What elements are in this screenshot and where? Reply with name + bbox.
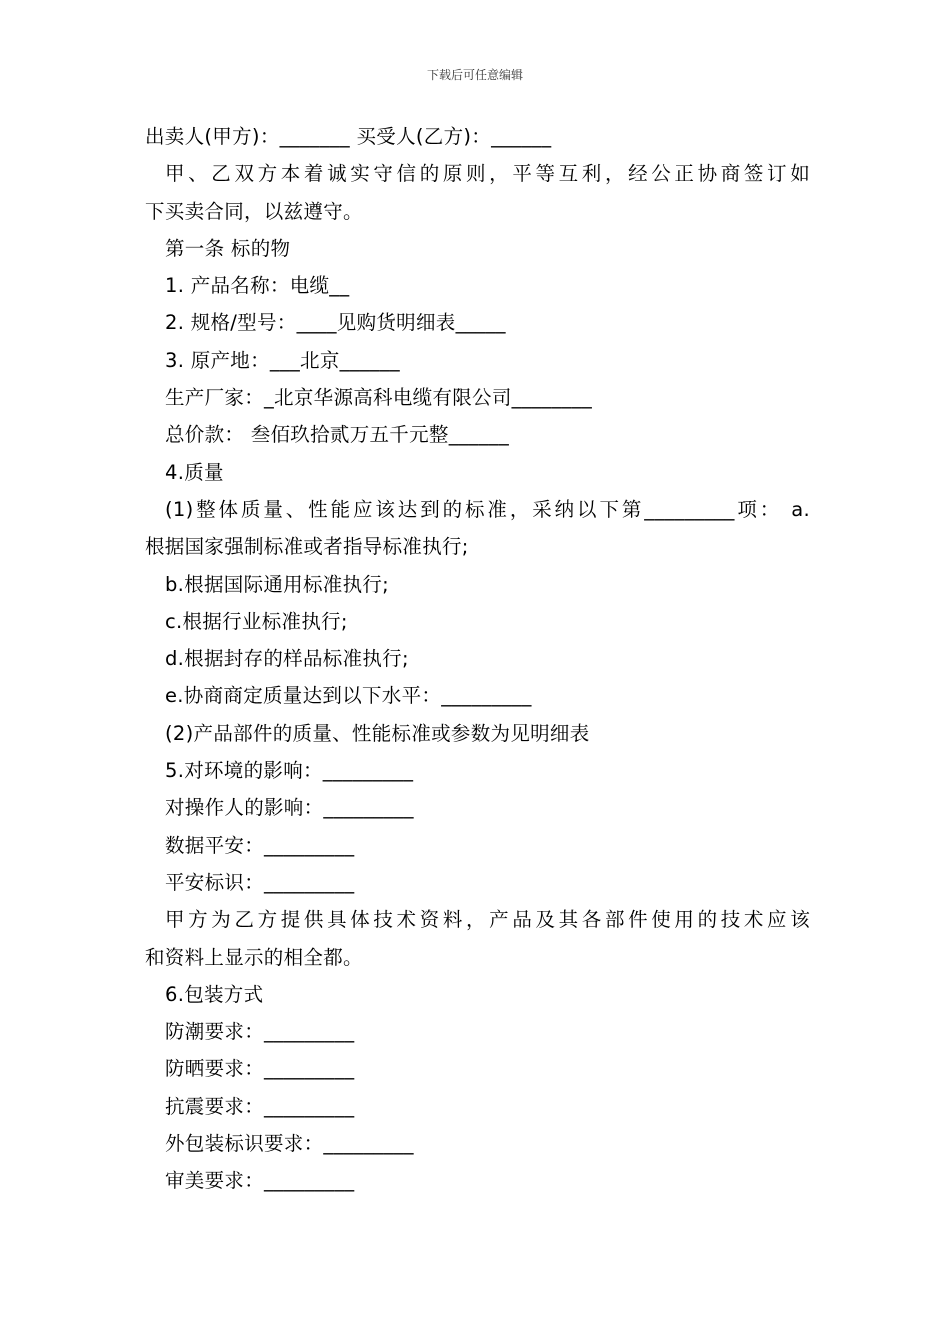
document-line: 5.对环境的影响：_________ <box>165 759 414 783</box>
document-line: 生产厂家：_北京华源高科电缆有限公司________ <box>165 386 593 410</box>
document-line: (1)整体质量、性能应该达到的标准，采纳以下第_________项： a. <box>165 497 810 521</box>
document-body <box>145 118 810 1200</box>
document-line: 外包装标识要求：_________ <box>165 1132 414 1156</box>
document-line: c.根据行业标准执行; <box>165 609 348 633</box>
document-line: 防潮要求：_________ <box>165 1020 355 1044</box>
document-line: 平安标识：_________ <box>165 870 355 894</box>
document-line: 对操作人的影响：_________ <box>165 796 414 820</box>
page-header: 下载后可任意编辑 <box>426 68 523 82</box>
document-line: e.协商商定质量达到以下水平：_________ <box>165 684 532 708</box>
document-line: 6.包装方式 <box>165 982 264 1006</box>
document-line: b.根据国际通用标准执行; <box>165 572 390 596</box>
document-line: 甲、乙双方本着诚实守信的原则，平等互利，经公正协商签订如 <box>165 162 810 186</box>
document-line: (2)产品部件的质量、性能标准或参数为见明细表 <box>165 721 590 745</box>
document-line: 抗震要求：_________ <box>165 1094 355 1118</box>
document-line: 和资料上显示的相全都。 <box>145 945 363 969</box>
document-line: 3. 原产地：___北京______ <box>165 348 400 372</box>
document-line: 第一条 标的物 <box>165 236 291 260</box>
document-line: 数据平安：_________ <box>165 833 355 857</box>
document-line: 2. 规格/型号：____见购货明细表_____ <box>165 311 506 335</box>
document-line: 下买卖合同，以兹遵守。 <box>145 199 363 223</box>
document-line: 审美要求：_________ <box>165 1169 355 1193</box>
document-line: d.根据封存的样品标准执行; <box>165 647 409 671</box>
document-line: 根据国家强制标准或者指导标准执行; <box>145 535 469 559</box>
document-line: 甲方为乙方提供具体技术资料，产品及其各部件使用的技术应该 <box>165 908 810 932</box>
document-line: 4.质量 <box>165 460 224 484</box>
document-line: 总价款： 叁佰玖拾贰万五千元整______ <box>165 423 509 447</box>
document-line: 出卖人(甲方)：_______ 买受人(乙方)：______ <box>145 125 552 148</box>
document-line: 防晒要求：_________ <box>165 1057 355 1081</box>
document-line: 1. 产品名称：电缆__ <box>165 274 350 298</box>
